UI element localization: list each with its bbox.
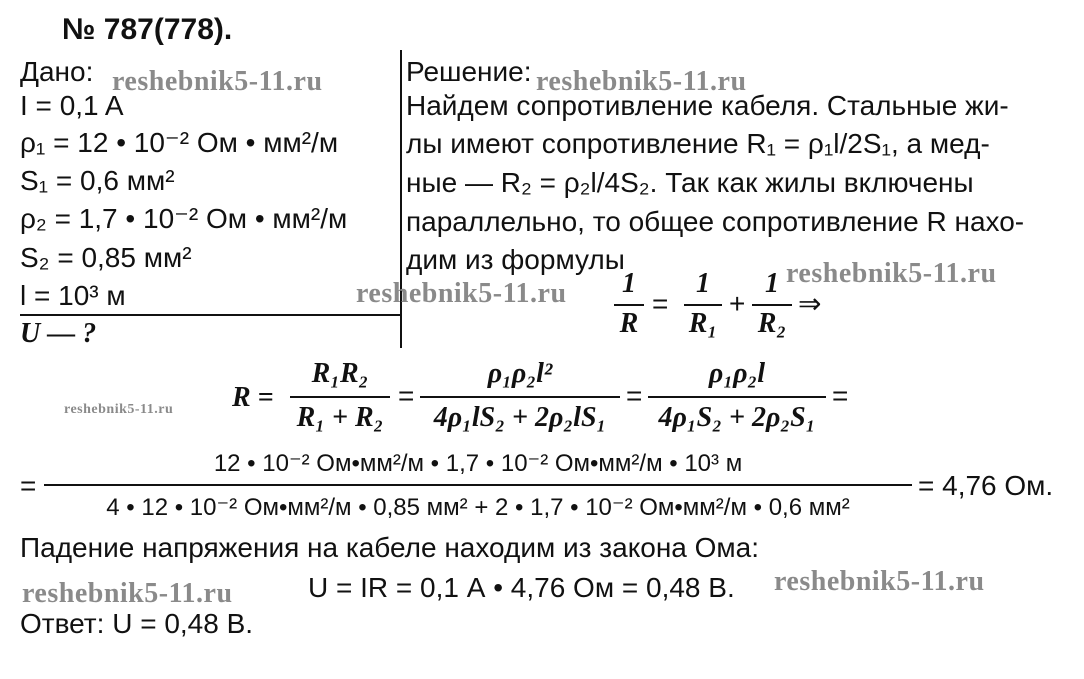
f1-den1: R [619, 308, 639, 339]
given-s2: S₂ = 0,85 мм² [20, 242, 192, 273]
ohm-law-text: Падение напряжения на кабеле находим из закона Ома: [20, 532, 760, 563]
f3-lead: = [20, 470, 37, 501]
f3-result: = 4,76 Ом. [918, 470, 1054, 501]
f1-num2: 1 [696, 268, 710, 299]
f2-frac1-den: R₁ + R₂ [296, 402, 384, 433]
given-rho1: ρ₁ = 12 • 10⁻² Ом • мм²/м [20, 127, 339, 158]
solution-header: Решение: [406, 56, 532, 87]
f1-bar2 [684, 304, 722, 306]
f2-frac3-bar [648, 396, 826, 398]
solution-line-3: ные — R₂ = ρ₂l/4S₂. Так как жилы включены [406, 167, 974, 198]
given-header: Дано: [20, 56, 94, 87]
problem-number: № 787(778). [62, 13, 233, 46]
given-current: I = 0,1 A [20, 90, 124, 121]
solution-line-2: лы имеют сопротивление R₁ = ρ₁l/2S₁, а мед- [406, 128, 990, 159]
watermark: reshebnik5-11.ru [112, 66, 323, 97]
given-length: l = 10³ м [20, 280, 126, 311]
solution-line-5: дим из формулы [406, 244, 625, 275]
watermark: reshebnik5-11.ru [22, 578, 233, 609]
f3-bar [44, 484, 912, 486]
f2-eq1: = [398, 380, 415, 411]
f2-eq3: = [832, 380, 849, 411]
watermark: reshebnik5-11.ru [774, 566, 985, 597]
f1-arrow: ⇒ [798, 288, 822, 319]
f2-lhs: R = [232, 382, 274, 413]
watermark: reshebnik5-11.ru [64, 402, 174, 417]
given-s1: S₁ = 0,6 мм² [20, 165, 175, 196]
f2-frac2-den: 4ρ₁lS₂ + 2ρ₂lS₁ [433, 402, 607, 433]
f1-num1: 1 [622, 268, 636, 299]
f2-frac3-den: 4ρ₁S₂ + 2ρ₂S₁ [658, 402, 816, 433]
watermark: reshebnik5-11.ru [356, 278, 567, 309]
voltage-formula: U = IR = 0,1 А • 4,76 Ом = 0,48 В. [308, 572, 735, 603]
solution-line-4: параллельно, то общее сопротивление R нахо- [406, 206, 1025, 237]
f3-denominator: 4 • 12 • 10⁻² Ом•мм²/м • 0,85 мм² + 2 • 1,7 • 10⁻² Ом•мм²/м • 0,6 мм² [106, 494, 850, 521]
f2-frac2-bar [420, 396, 620, 398]
f1-eq: = [652, 288, 669, 319]
given-rho2: ρ₂ = 1,7 • 10⁻² Ом • мм²/м [20, 203, 348, 234]
solution-line-1: Найдем сопротивление кабеля. Стальные жи- [406, 90, 1009, 121]
f1-den2: R₁ [688, 308, 718, 339]
f2-frac1-bar [290, 396, 390, 398]
f1-num3: 1 [765, 268, 779, 299]
given-divider [20, 314, 400, 316]
watermark: reshebnik5-11.ru [536, 66, 747, 97]
answer: Ответ: U = 0,48 В. [20, 608, 254, 639]
f2-frac3-num: ρ₁ρ₂l [708, 358, 766, 389]
watermark: reshebnik5-11.ru [786, 258, 997, 289]
f1-plus: + [729, 288, 746, 319]
f3-numerator: 12 • 10⁻² Ом•мм²/м • 1,7 • 10⁻² Ом•мм²/м • 10³ м [213, 450, 743, 477]
f2-frac1-num: R₁R₂ [311, 358, 369, 389]
f1-bar3 [752, 304, 792, 306]
f1-bar1 [614, 304, 644, 306]
f1-den3: R₂ [757, 308, 787, 339]
f2-eq2: = [626, 380, 643, 411]
given-find: U — ? [20, 318, 97, 349]
f2-frac2-num: ρ₁ρ₂l² [487, 358, 553, 389]
